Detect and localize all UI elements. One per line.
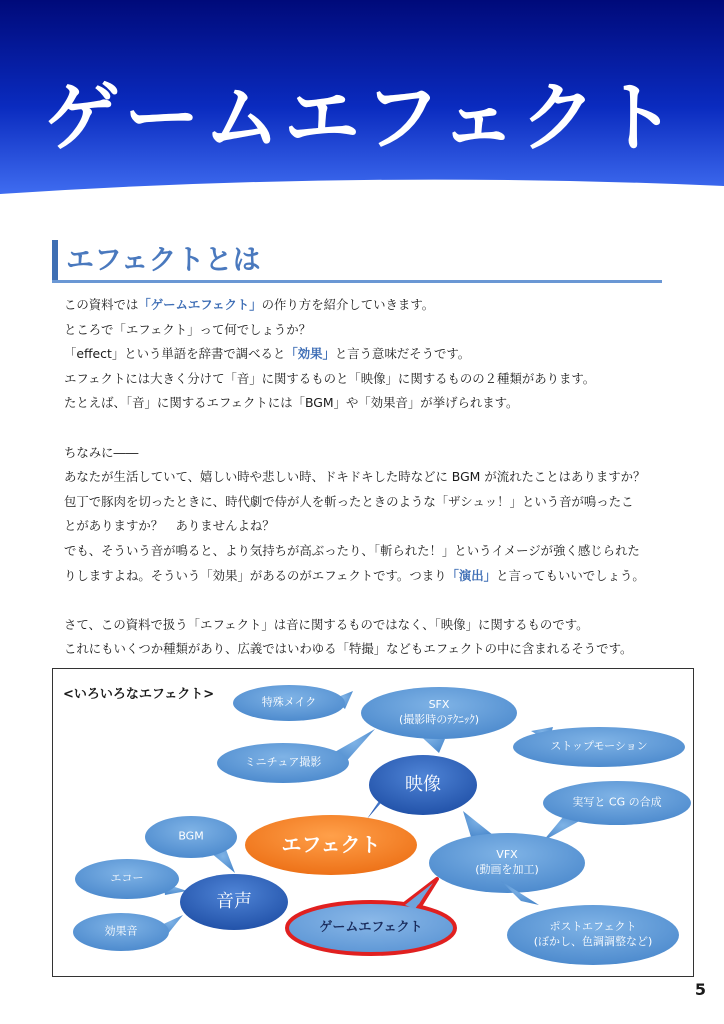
section-title: エフェクトとは xyxy=(66,243,261,276)
bubble-game-effect xyxy=(287,879,455,954)
highlight-text: 「効果」 xyxy=(285,346,335,362)
text-span: と言ってもいいでしょう。 xyxy=(496,567,645,583)
label-jissha-cg: 実写と CG の合成 xyxy=(572,795,662,809)
paragraph-line: たとえば、「音」に関するエフェクトには「BGM」や「効果音」が挙げられます。 xyxy=(64,395,519,411)
label-echo: エコー xyxy=(110,871,144,885)
paragraph-line: あなたが生活していて、嬉しい時や悲しい時、ドキドキした時などに BGM が流れたことはありますか？ xyxy=(64,469,646,485)
label-vfx-title: VFX xyxy=(496,848,518,862)
label-game-effect: ゲームエフェクト xyxy=(319,920,423,936)
paragraph-line: エフェクトには大きく分けて「音」に関するものと「映像」に関するものの２種類があります。 xyxy=(64,370,596,386)
bubble-jissha-cg xyxy=(543,781,691,841)
section-heading xyxy=(50,236,662,284)
label-onsei: 音声 xyxy=(216,890,252,912)
label-koukaon: 効果音 xyxy=(104,924,138,938)
section-bar xyxy=(52,240,58,282)
label-miniature: ミニチュア撮影 xyxy=(244,755,322,769)
paragraph-line xyxy=(64,342,674,367)
paragraph-line: ところで「エフェクト」って何でしょうか？ xyxy=(64,321,312,337)
page-number: 5 xyxy=(694,980,706,999)
paragraph-line: 包丁で豚肉を切ったときに、時代劇で侍が人を斬ったときのような「ザシュッ！」という音が鳴ったこ xyxy=(64,493,634,509)
paragraph-line xyxy=(64,293,674,318)
label-sfx xyxy=(399,698,479,728)
label-vfx-sub: (動画を加工) xyxy=(475,863,539,876)
text-span: の作り方を紹介していきます。 xyxy=(261,297,435,312)
paragraph-line: さて、この資料で扱う「エフェクト」は音に関するものではなく、「映像」に関するものです。 xyxy=(64,616,589,632)
label-eizou: 映像 xyxy=(405,773,441,795)
label-sfx-title: SFX xyxy=(428,698,450,712)
text-span: この資料では xyxy=(64,297,139,312)
paragraph-line xyxy=(64,564,674,589)
highlight-text: 「ゲームエフェクト」 xyxy=(138,297,262,312)
label-vfx xyxy=(475,848,539,878)
section-underline xyxy=(52,280,662,283)
label-effect: エフェクト xyxy=(281,832,381,857)
label-bgm: BGM xyxy=(178,829,204,843)
text-span: りしますよね。そういう「効果」があるのがエフェクトです。つまり xyxy=(64,567,447,583)
page-title: ゲームエフェクト xyxy=(43,73,681,162)
label-post-effect xyxy=(534,920,653,950)
paragraph-line: ちなみに―― xyxy=(64,444,139,460)
text-span: と言う意味だそうです。 xyxy=(334,346,471,362)
body-text xyxy=(64,293,674,662)
label-stop-motion: ストップモーション xyxy=(550,739,648,753)
highlight-text: 「演出」 xyxy=(446,567,497,583)
text-span: 「effect」という単語を辞書で調べると xyxy=(64,346,286,362)
effect-diagram xyxy=(52,668,694,977)
label-sfx-sub: (撮影時のﾃｸﾆｯｸ) xyxy=(398,713,480,726)
label-post-title: ポストエフェクト xyxy=(549,920,637,934)
paragraph-line: これにもいくつか種類があり、広義ではいわゆる「特撮」などもエフェクトの中に含まれるそうです。 xyxy=(64,641,633,657)
diagram-title: <いろいろなエフェクト> xyxy=(63,687,215,702)
paragraph-line: とがありますか？ ありませんよね？ xyxy=(64,518,275,534)
label-tokushu-make: 特殊メイク xyxy=(261,695,317,709)
paragraph-line: でも、そういう音が鳴ると、より気持ちが高ぶったり、「斬られた！」というイメージが強く感じられた xyxy=(64,542,640,558)
label-post-sub: (ぼかし、色調調整など) xyxy=(533,935,653,948)
